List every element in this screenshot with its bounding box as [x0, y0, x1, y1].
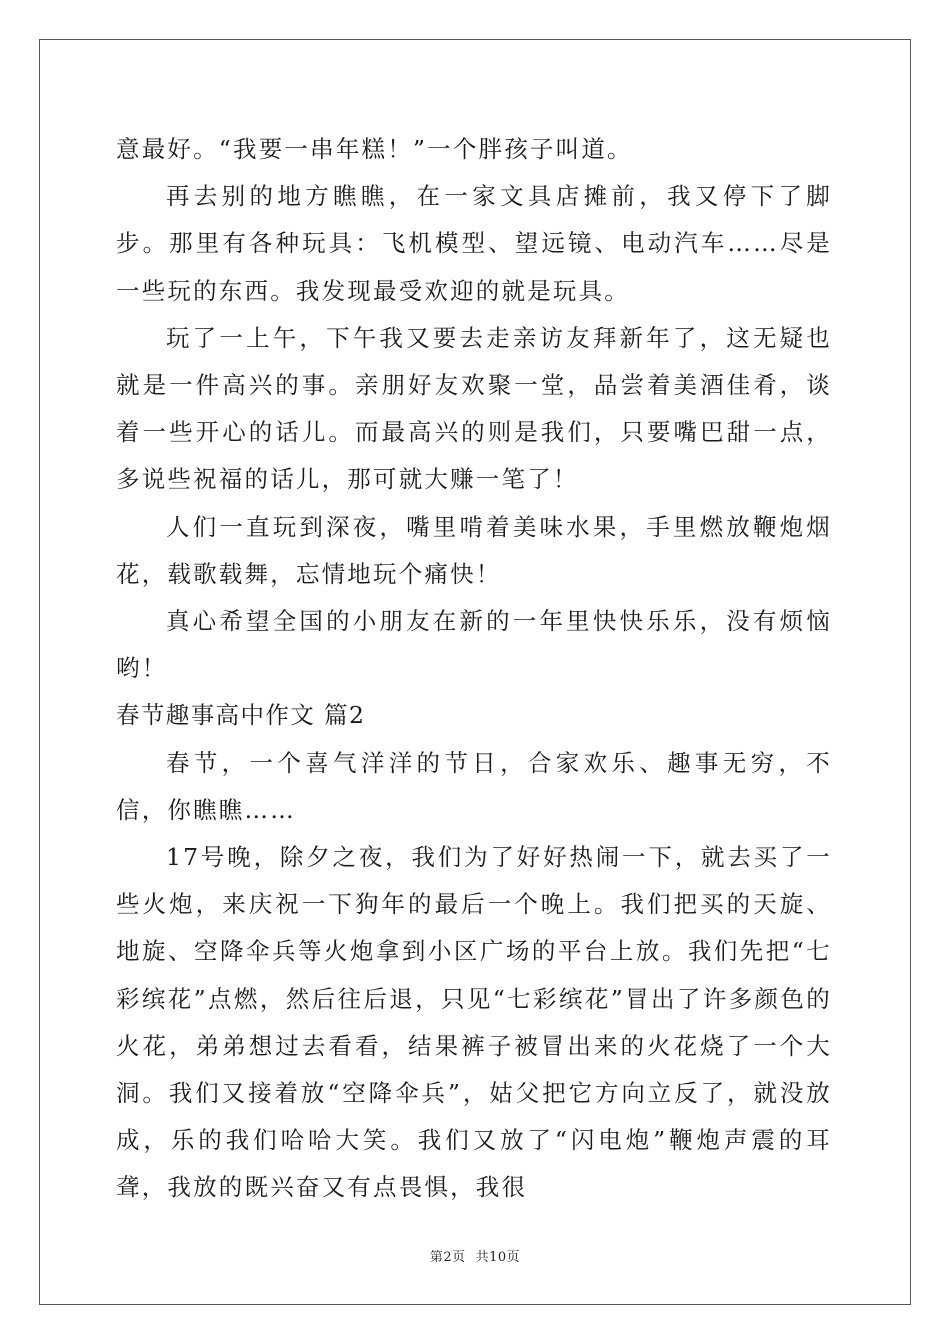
document-body: [116, 126, 832, 1212]
page-number: 第2页: [429, 1250, 466, 1265]
paragraph: 真心希望全国的小朋友在新的一年里快快乐乐，没有烦恼哟！: [116, 607, 832, 683]
paragraph: 玩了一上午，下午我又要去走亲访友拜新年了，这无疑也就是一件高兴的事。亲朋好友欢聚一堂，品尝着美酒佳肴，谈着一些开心的话儿。而最高兴的则是我们，只要嘴巴甜一点，多说些祝福的话儿，那可就大赚一笔了！: [116, 323, 832, 494]
page-footer: [0, 1246, 950, 1265]
paragraph: 17号晚，除夕之夜，我们为了好好热闹一下，就去买了一些火炮，来庆祝一下狗年的最后一个晚上。我们把买的天旋、地旋、空降伞兵等火炮拿到小区广场的平台上放。我们先把“七彩缤花”点燃，然后往后退，只见“七彩缤花”冒出了许多颜色的火花，弟弟想过去看看，结果裤子被冒出来的火花烧了一个大洞。我们又接着放“空降伞兵”，姑父把它方向立反了，就没放成，乐的我们哈哈大笑。我们又放了“闪电炮”鞭炮声震的耳聋，我放的既兴奋又有点畏惧，我很: [116, 843, 832, 1202]
page-total: 共10页: [475, 1250, 521, 1265]
paragraph: 意最好。“我要一串年糕！”一个胖孩子叫道。: [116, 135, 633, 163]
section-heading: 春节趣事高中作文 篇2: [116, 701, 366, 730]
paragraph: 再去别的地方瞧瞧，在一家文具店摊前，我又停下了脚步。那里有各种玩具：飞机模型、望远镜、电动汽车……尽是一些玩的东西。我发现最受欢迎的就是玩具。: [116, 182, 832, 305]
paragraph: 人们一直玩到深夜，嘴里啃着美味水果，手里燃放鞭炮烟花，载歌载舞，忘情地玩个痛快！: [116, 512, 832, 588]
paragraph: 春节，一个喜气洋洋的节日，合家欢乐、趣事无穷，不信，你瞧瞧……: [116, 748, 832, 824]
